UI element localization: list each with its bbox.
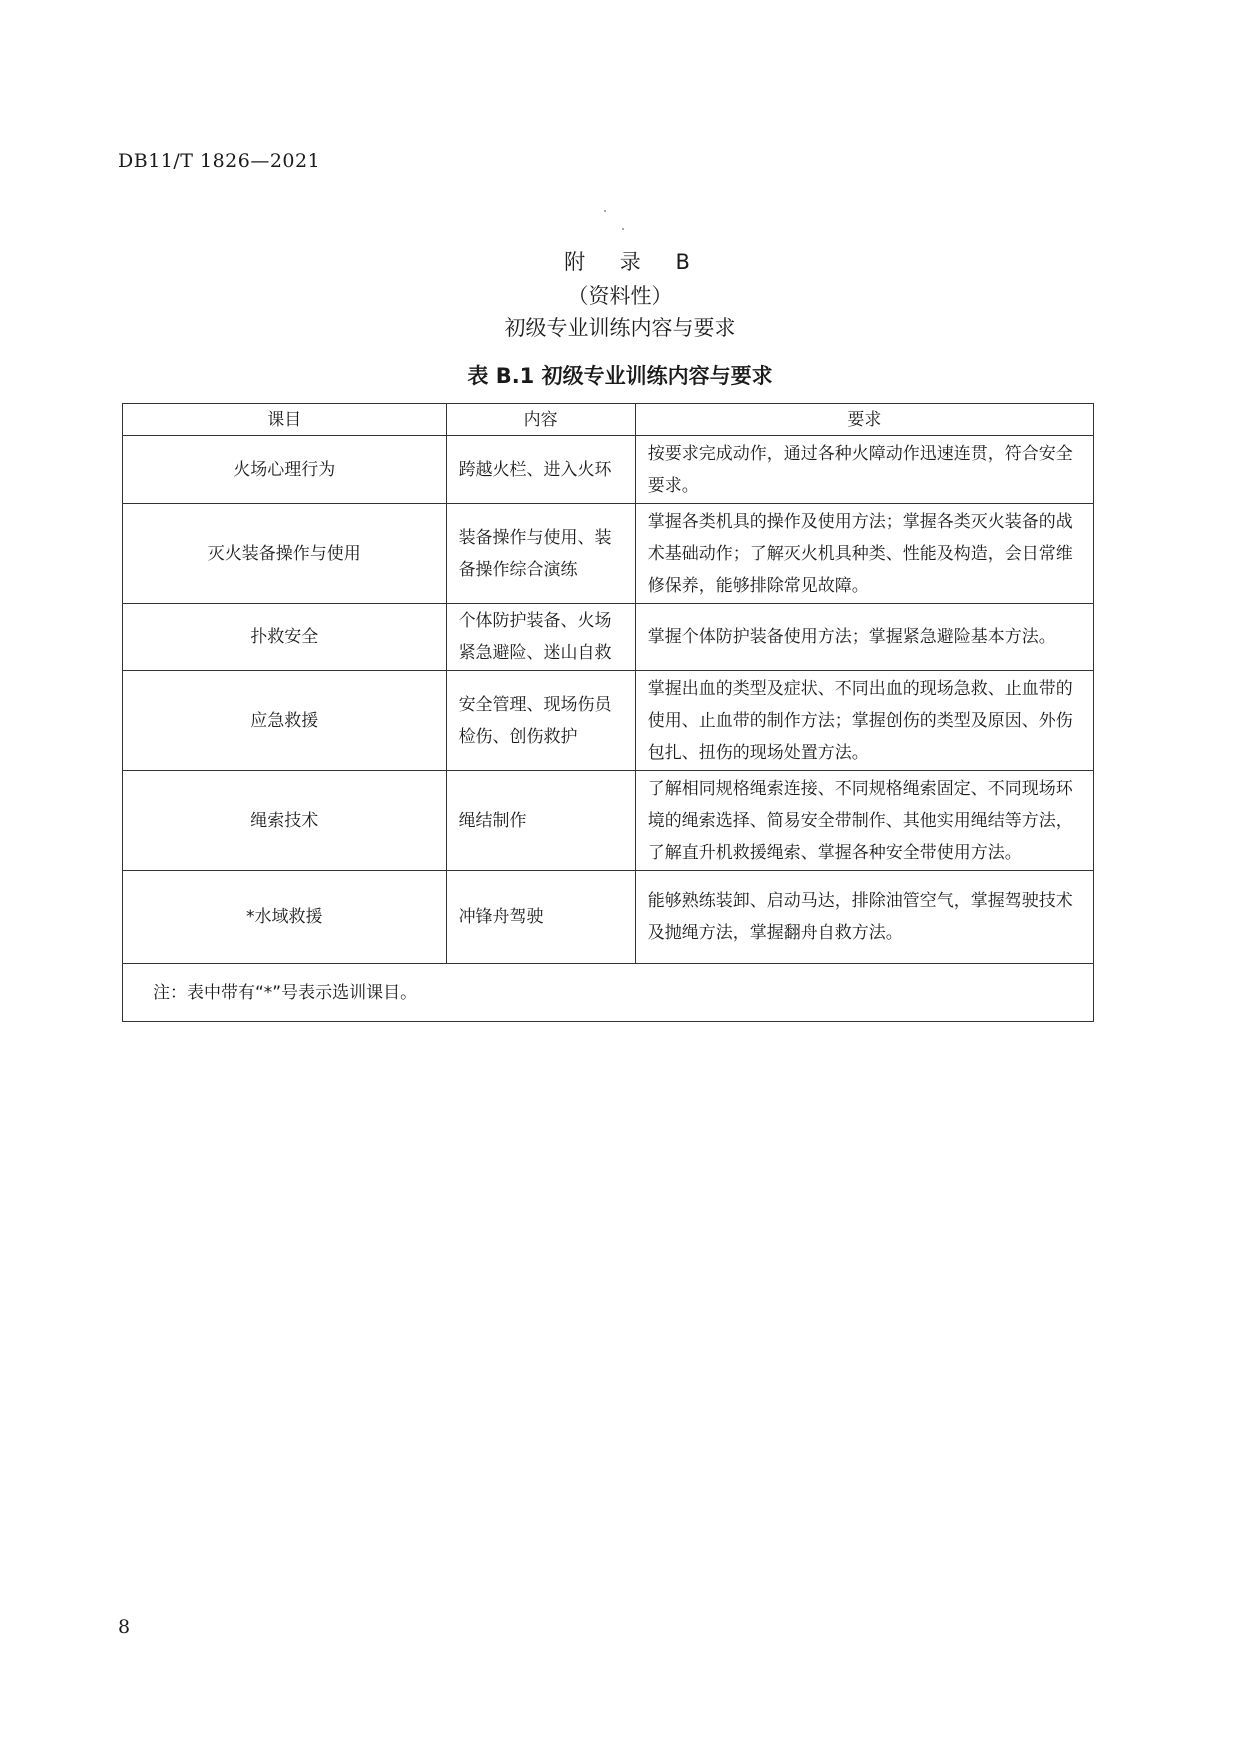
column-header-subject: 课目 [123,404,447,436]
table-row [123,504,1094,604]
table-header-row [123,404,1094,436]
column-header-requirement: 要求 [635,404,1093,436]
cell-requirement: 掌握各类机具的操作及使用方法；掌握各类灭火装备的战术基础动作；了解灭火机具种类、性能及构造，会日常维修保养，能够排除常见故障。 [635,504,1093,604]
table-title: 表 B.1 初级专业训练内容与要求 [467,364,773,388]
cell-requirement: 按要求完成动作，通过各种火障动作迅速连贯，符合安全要求。 [635,436,1093,504]
table-row [123,871,1094,964]
cell-subject: 应急救援 [123,671,447,771]
cell-requirement: 能够熟练装卸、启动马达，排除油管空气，掌握驾驶技术及抛绳方法，掌握翻舟自救方法。 [635,871,1093,964]
cell-content: 绳结制作 [446,771,635,871]
table-row [123,771,1094,871]
cell-requirement: 掌握出血的类型及症状、不同出血的现场急救、止血带的使用、止血带的制作方法；掌握创伤的类型及原因、外伤包扎、扭伤的现场处置方法。 [635,671,1093,771]
cell-subject: 火场心理行为 [123,436,447,504]
document-code: DB11/T 1826—2021 [118,150,321,172]
table-row [123,671,1094,771]
page-number: 8 [118,1616,131,1638]
cell-requirement: 掌握个体防护装备使用方法；掌握紧急避险基本方法。 [635,604,1093,671]
cell-subject: *水域救援 [123,871,447,964]
table-note: 注：表中带有“*”号表示选训课目。 [123,964,1094,1022]
cell-content: 个体防护装备、火场紧急避险、迷山自救 [446,604,635,671]
training-table [122,403,1094,1022]
cell-content: 跨越火栏、进入火环 [446,436,635,504]
cell-subject: 灭火装备操作与使用 [123,504,447,604]
cell-content: 装备操作与使用、装备操作综合演练 [446,504,635,604]
cell-requirement: 了解相同规格绳索连接、不同规格绳索固定、不同现场环境的绳索选择、简易安全带制作、其他实用绳结等方法，了解直升机救援绳索、掌握各种安全带使用方法。 [635,771,1093,871]
cell-subject: 扑救安全 [123,604,447,671]
table-note-row [123,964,1094,1022]
cell-content: 冲锋舟驾驶 [446,871,635,964]
appendix-name: 初级专业训练内容与要求 [504,316,736,340]
appendix-nature: （资料性） [567,284,673,308]
column-header-content: 内容 [446,404,635,436]
scan-dot [622,228,624,230]
appendix-title: 附 录 B [564,250,704,274]
scan-dot [604,210,606,212]
table-row [123,436,1094,504]
cell-content: 安全管理、现场伤员检伤、创伤救护 [446,671,635,771]
table-row [123,604,1094,671]
cell-subject: 绳索技术 [123,771,447,871]
